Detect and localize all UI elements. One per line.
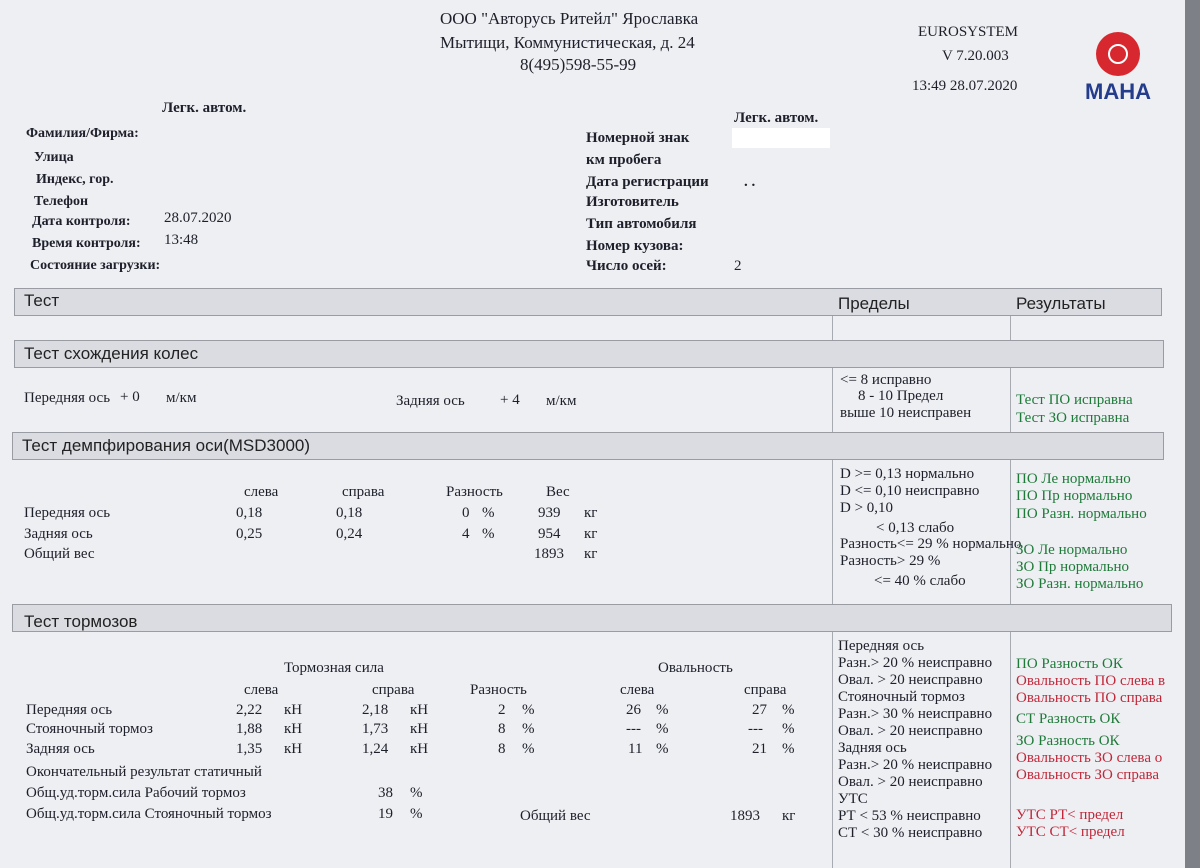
brake-row-diff: 2 <box>498 702 506 718</box>
zip-label: Индекс, гор. <box>36 172 114 187</box>
damping-limit-5: Разность<= 29 % нормально <box>840 536 1022 552</box>
brake-row-oval-right-unit: % <box>782 721 795 737</box>
plate-label: Номерной знак <box>586 130 690 146</box>
brake-header-left: слева <box>244 682 279 698</box>
alignment-front-label: Передняя ось <box>24 390 111 406</box>
damping-limit-1: D >= 0,13 нормально <box>840 466 975 482</box>
brake-row-oval-right: --- <box>748 721 763 737</box>
damping-total-unit: кг <box>584 546 598 562</box>
limits-column-divider <box>832 288 833 868</box>
oval-header-right: справа <box>744 682 787 698</box>
alignment-result-1: Тест ПО исправна <box>1016 392 1133 408</box>
results-column-divider <box>1010 288 1011 868</box>
brake-limit-5: Разн.> 30 % неисправно <box>838 706 993 722</box>
damping-result-2: ПО Пр нормально <box>1016 488 1133 504</box>
brake-row-oval-left-unit: % <box>656 741 669 757</box>
alignment-limit-2: 8 - 10 Предел <box>858 388 944 404</box>
system-datetime: 13:49 28.07.2020 <box>912 78 1018 94</box>
damping-section-title: Тест демпфирования оси(MSD3000) <box>22 436 311 455</box>
brake-row-oval-left-unit: % <box>656 702 669 718</box>
axles-value: 2 <box>734 258 742 274</box>
time-value: 13:48 <box>164 232 199 248</box>
column-header-bar <box>14 288 1162 316</box>
alignment-rear-unit: м/км <box>546 393 577 409</box>
brakes-section-title: Тест тормозов <box>24 612 138 631</box>
brake-limit-8: Разн.> 20 % неисправно <box>838 757 993 773</box>
results-column-header: Результаты <box>1016 294 1106 313</box>
brake-result-8: УТС РТ< предел <box>1016 807 1124 823</box>
damping-result-5: ЗО Пр нормально <box>1016 559 1130 575</box>
street-label: Улица <box>34 150 74 165</box>
damping-row-weight: 954 <box>538 526 561 542</box>
maha-logo <box>1078 30 1158 102</box>
service-brake-unit: % <box>410 785 423 801</box>
brake-limit-2: Разн.> 20 % неисправно <box>838 655 993 671</box>
brake-row-oval-right-unit: % <box>782 741 795 757</box>
damping-limit-3: D > 0,10 <box>840 500 894 516</box>
brake-total-unit: кг <box>782 808 796 824</box>
damping-row-left: 0,18 <box>236 505 263 521</box>
brake-row-right-unit: кН <box>410 721 429 737</box>
service-brake-label: Общ.уд.торм.сила Рабочий тормоз <box>26 785 246 801</box>
brake-row-oval-left: 11 <box>628 741 643 757</box>
damping-result-4: ЗО Ле нормально <box>1016 542 1128 558</box>
brake-row-right: 1,24 <box>362 741 389 757</box>
brake-row-oval-right: 27 <box>752 702 767 718</box>
company-name: ООО "Авторусь Ритейл" Ярославка <box>440 9 699 28</box>
logo-text: MAHA <box>1085 79 1151 102</box>
damping-limit-6: Разность> 29 % <box>840 553 941 569</box>
system-version: V 7.20.003 <box>942 48 1009 64</box>
brake-row-left-unit: кН <box>284 702 303 718</box>
damping-header-right: справа <box>342 484 385 500</box>
brake-row-label: Стояночный тормоз <box>26 721 153 737</box>
damping-header-weight: Вес <box>546 484 570 500</box>
alignment-limit-3: выше 10 неисправен <box>840 405 972 421</box>
damping-row-right: 0,18 <box>336 505 363 521</box>
damping-result-1: ПО Ле нормально <box>1016 471 1131 487</box>
damping-row-right: 0,24 <box>336 526 363 542</box>
brake-limit-12: СТ < 30 % неисправно <box>838 825 983 841</box>
brake-row-right-unit: кН <box>410 741 429 757</box>
damping-row-weight-unit: кг <box>584 505 598 521</box>
reg-label: Дата регистрации <box>586 174 709 190</box>
damping-limit-4: < 0,13 слабо <box>876 520 955 536</box>
maker-label: Изготовитель <box>586 194 679 210</box>
alignment-section-title: Тест схождения колес <box>24 344 199 363</box>
damping-header-left: слева <box>244 484 279 500</box>
parking-brake-label: Общ.уд.торм.сила Стояночный тормоз <box>26 806 272 822</box>
brake-row-oval-right: 21 <box>752 741 767 757</box>
vehicle-class-right: Легк. автом. <box>734 110 819 126</box>
limits-column-header: Пределы <box>838 294 910 313</box>
brake-row-diff-unit: % <box>522 741 535 757</box>
damping-header-diff: Разность <box>446 484 503 500</box>
brake-row-oval-left-unit: % <box>656 721 669 737</box>
damping-result-3: ПО Разн. нормально <box>1016 506 1147 522</box>
brake-header-diff: Разность <box>470 682 527 698</box>
test-column-header: Тест <box>24 291 60 310</box>
brake-row-label: Передняя ось <box>26 702 113 718</box>
damping-row-weight-unit: кг <box>584 526 598 542</box>
brake-row-right-unit: кН <box>410 702 429 718</box>
time-label: Время контроля: <box>32 236 141 251</box>
brake-limit-10: УТС <box>838 791 868 807</box>
damping-limit-7: <= 40 % слабо <box>874 573 966 589</box>
alignment-rear-label: Задняя ось <box>396 393 465 409</box>
brake-result-7: Овальность ЗО справа <box>1016 767 1160 783</box>
brake-result-6: Овальность ЗО слева о <box>1016 750 1163 766</box>
service-brake-value: 38 <box>378 785 393 801</box>
damping-row-label: Задняя ось <box>24 526 93 542</box>
brake-row-diff-unit: % <box>522 702 535 718</box>
brake-result-9: УТС СТ< предел <box>1016 824 1125 840</box>
brake-limit-7: Задняя ось <box>838 740 907 756</box>
brake-row-right: 2,18 <box>362 702 389 718</box>
parking-brake-value: 19 <box>378 806 393 822</box>
reg-value: . . <box>744 174 756 190</box>
alignment-front-value: + 0 <box>120 389 140 405</box>
brake-row-oval-right-unit: % <box>782 702 795 718</box>
brake-row-left: 1,35 <box>236 741 263 757</box>
type-label: Тип автомобиля <box>586 216 697 232</box>
damping-total-label: Общий вес <box>24 546 95 562</box>
phone-label: Телефон <box>34 194 89 209</box>
brake-row-right: 1,73 <box>362 721 389 737</box>
alignment-front-unit: м/км <box>166 390 197 406</box>
brakes-section-bar <box>12 604 1172 632</box>
brake-limit-11: РТ < 53 % неисправно <box>838 808 981 824</box>
brake-row-diff: 8 <box>498 721 506 737</box>
alignment-limit-1: <= 8 исправно <box>840 372 932 388</box>
date-label: Дата контроля: <box>32 214 131 229</box>
alignment-result-2: Тест ЗО исправна <box>1016 410 1130 426</box>
brake-result-4: СТ Разность ОК <box>1016 711 1121 727</box>
brake-row-left: 2,22 <box>236 702 263 718</box>
damping-row-left: 0,25 <box>236 526 263 542</box>
final-result-label: Окончательный результат статичный <box>26 764 262 780</box>
brake-total-label: Общий вес <box>520 808 591 824</box>
brake-result-1: ПО Разность ОК <box>1016 656 1123 672</box>
alignment-rear-value: + 4 <box>500 392 520 408</box>
brake-row-left-unit: кН <box>284 741 303 757</box>
damping-row-weight: 939 <box>538 505 561 521</box>
oval-header-left: слева <box>620 682 655 698</box>
company-address: Мытищи, Коммунистическая, д. 24 <box>440 33 695 52</box>
oval-header: Овальность <box>658 660 733 676</box>
damping-row-diff-unit: % <box>482 526 495 542</box>
brake-limit-6: Овал. > 20 неисправно <box>838 723 983 739</box>
brake-row-diff-unit: % <box>522 721 535 737</box>
brake-row-oval-left: --- <box>626 721 641 737</box>
axles-label: Число осей: <box>586 258 667 274</box>
brake-row-diff: 8 <box>498 741 506 757</box>
brake-limit-9: Овал. > 20 неисправно <box>838 774 983 790</box>
brake-force-header: Тормозная сила <box>284 660 384 676</box>
load-label: Состояние загрузки: <box>30 258 161 273</box>
damping-row-diff: 0 <box>462 505 470 521</box>
parking-brake-unit: % <box>410 806 423 822</box>
brake-row-oval-left: 26 <box>626 702 641 718</box>
brake-limit-1: Передняя ось <box>838 638 925 654</box>
brake-row-label: Задняя ось <box>26 741 95 757</box>
brake-result-5: ЗО Разность ОК <box>1016 733 1120 749</box>
vehicle-class-left: Легк. автом. <box>162 100 247 116</box>
damping-row-diff: 4 <box>462 526 470 542</box>
brake-header-right: справа <box>372 682 415 698</box>
damping-row-diff-unit: % <box>482 505 495 521</box>
body-label: Номер кузова: <box>586 238 684 254</box>
date-value: 28.07.2020 <box>164 210 232 226</box>
brake-result-2: Овальность ПО слева в <box>1016 673 1166 689</box>
brake-row-left: 1,88 <box>236 721 263 737</box>
damping-limit-2: D <= 0,10 неисправно <box>840 483 980 499</box>
damping-result-6: ЗО Разн. нормально <box>1016 576 1144 592</box>
brake-row-left-unit: кН <box>284 721 303 737</box>
damping-row-label: Передняя ось <box>24 505 111 521</box>
brake-limit-4: Стояночный тормоз <box>838 689 965 705</box>
brake-total-value: 1893 <box>730 808 760 824</box>
brake-limit-3: Овал. > 20 неисправно <box>838 672 983 688</box>
system-name: EUROSYSTEM <box>918 24 1019 40</box>
damping-total-value: 1893 <box>534 546 564 562</box>
company-phone: 8(495)598-55-99 <box>520 55 637 74</box>
name-label: Фамилия/Фирма: <box>26 126 139 141</box>
plate-redaction <box>732 128 830 148</box>
brake-result-3: Овальность ПО справа <box>1016 690 1163 706</box>
km-label: км пробега <box>586 152 662 168</box>
